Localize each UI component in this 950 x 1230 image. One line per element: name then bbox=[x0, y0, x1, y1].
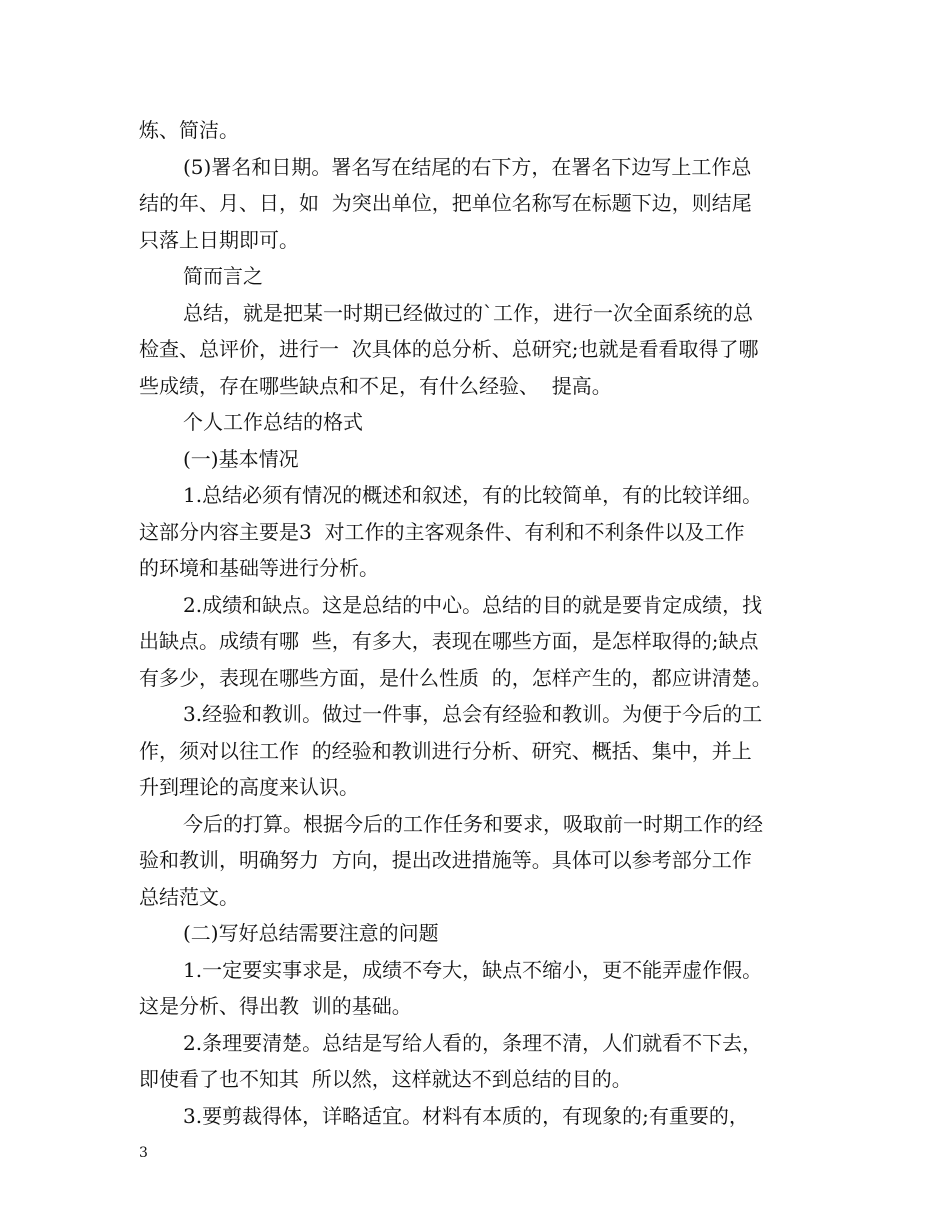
text-line: (一)基本情况 bbox=[183, 446, 299, 471]
text-line: 总结范文。 bbox=[139, 884, 239, 909]
text-line: 即使看了也不知其 所以然，这样就达不到总结的目的。 bbox=[139, 1067, 632, 1091]
text-line: 有多少，表现在哪些方面，是什么性质 的，怎样产生的，都应讲清楚。 bbox=[139, 665, 772, 690]
text-line: 的环境和基础等进行分析。 bbox=[139, 556, 379, 580]
text-line: 3.经验和教训。做过一件事，总会有经验和教训。为便于今后的工 bbox=[183, 702, 763, 726]
text-line: 作，须对以往工作 的经验和教训进行分析、研究、概括、集中，并上 bbox=[139, 738, 752, 763]
text-line: 2.条理要清楚。总结是写给人看的，条理不清，人们就看不下去， bbox=[183, 1030, 763, 1055]
text-line: 只落上日期即可。 bbox=[139, 227, 299, 252]
text-line: 1.一定要实事求是，成绩不夸大，缺点不缩小，更不能弄虚作假。 bbox=[183, 957, 763, 982]
text-line: 验和教训，明确努力 方向，提出改进措施等。具体可以参考部分工作 bbox=[139, 848, 752, 872]
text-line: 出缺点。成绩有哪 些，有多大，表现在哪些方面，是怎样取得的;缺点 bbox=[139, 629, 759, 653]
text-line: 总结，就是把某一时期已经做过的`工作，进行一次全面系统的总 bbox=[183, 300, 753, 325]
text-line: 炼、简洁。 bbox=[139, 118, 239, 142]
page-number: 3 bbox=[139, 1145, 148, 1161]
text-line: (5)署名和日期。署名写在结尾的右下方，在署名下边写上工作总 bbox=[183, 154, 752, 179]
text-line: 简而言之 bbox=[183, 264, 263, 288]
text-line: (二)写好总结需要注意的问题 bbox=[183, 921, 439, 945]
body-text bbox=[139, 112, 815, 1134]
text-line: 些成绩，存在哪些缺点和不足，有什么经验、 提高。 bbox=[139, 373, 612, 398]
text-line: 个人工作总结的格式 bbox=[183, 410, 363, 434]
text-line: 1.总结必须有情况的概述和叙述，有的比较简单，有的比较详细。 bbox=[183, 483, 763, 507]
text-line: 这部分内容主要是3 对工作的主客观条件、有利和不利条件以及工作 bbox=[139, 519, 745, 544]
text-line: 结的年、月、日，如 为突出单位，把单位名称写在标题下边，则结尾 bbox=[139, 191, 752, 215]
text-line: 今后的打算。根据今后的工作任务和要求，吸取前一时期工作的经 bbox=[183, 811, 763, 836]
text-line: 这是分析、得出教 训的基础。 bbox=[139, 994, 412, 1018]
text-line: 升到理论的高度来认识。 bbox=[139, 775, 359, 799]
text-line: 3.要剪裁得体，详略适宜。材料有本质的，有现象的;有重要的， bbox=[183, 1103, 749, 1128]
text-line: 检查、总评价，进行一 次具体的总分析、总研究;也就是看看取得了哪 bbox=[139, 337, 759, 361]
text-line: 2.成绩和缺点。这是总结的中心。总结的目的就是要肯定成绩，找 bbox=[183, 592, 763, 617]
